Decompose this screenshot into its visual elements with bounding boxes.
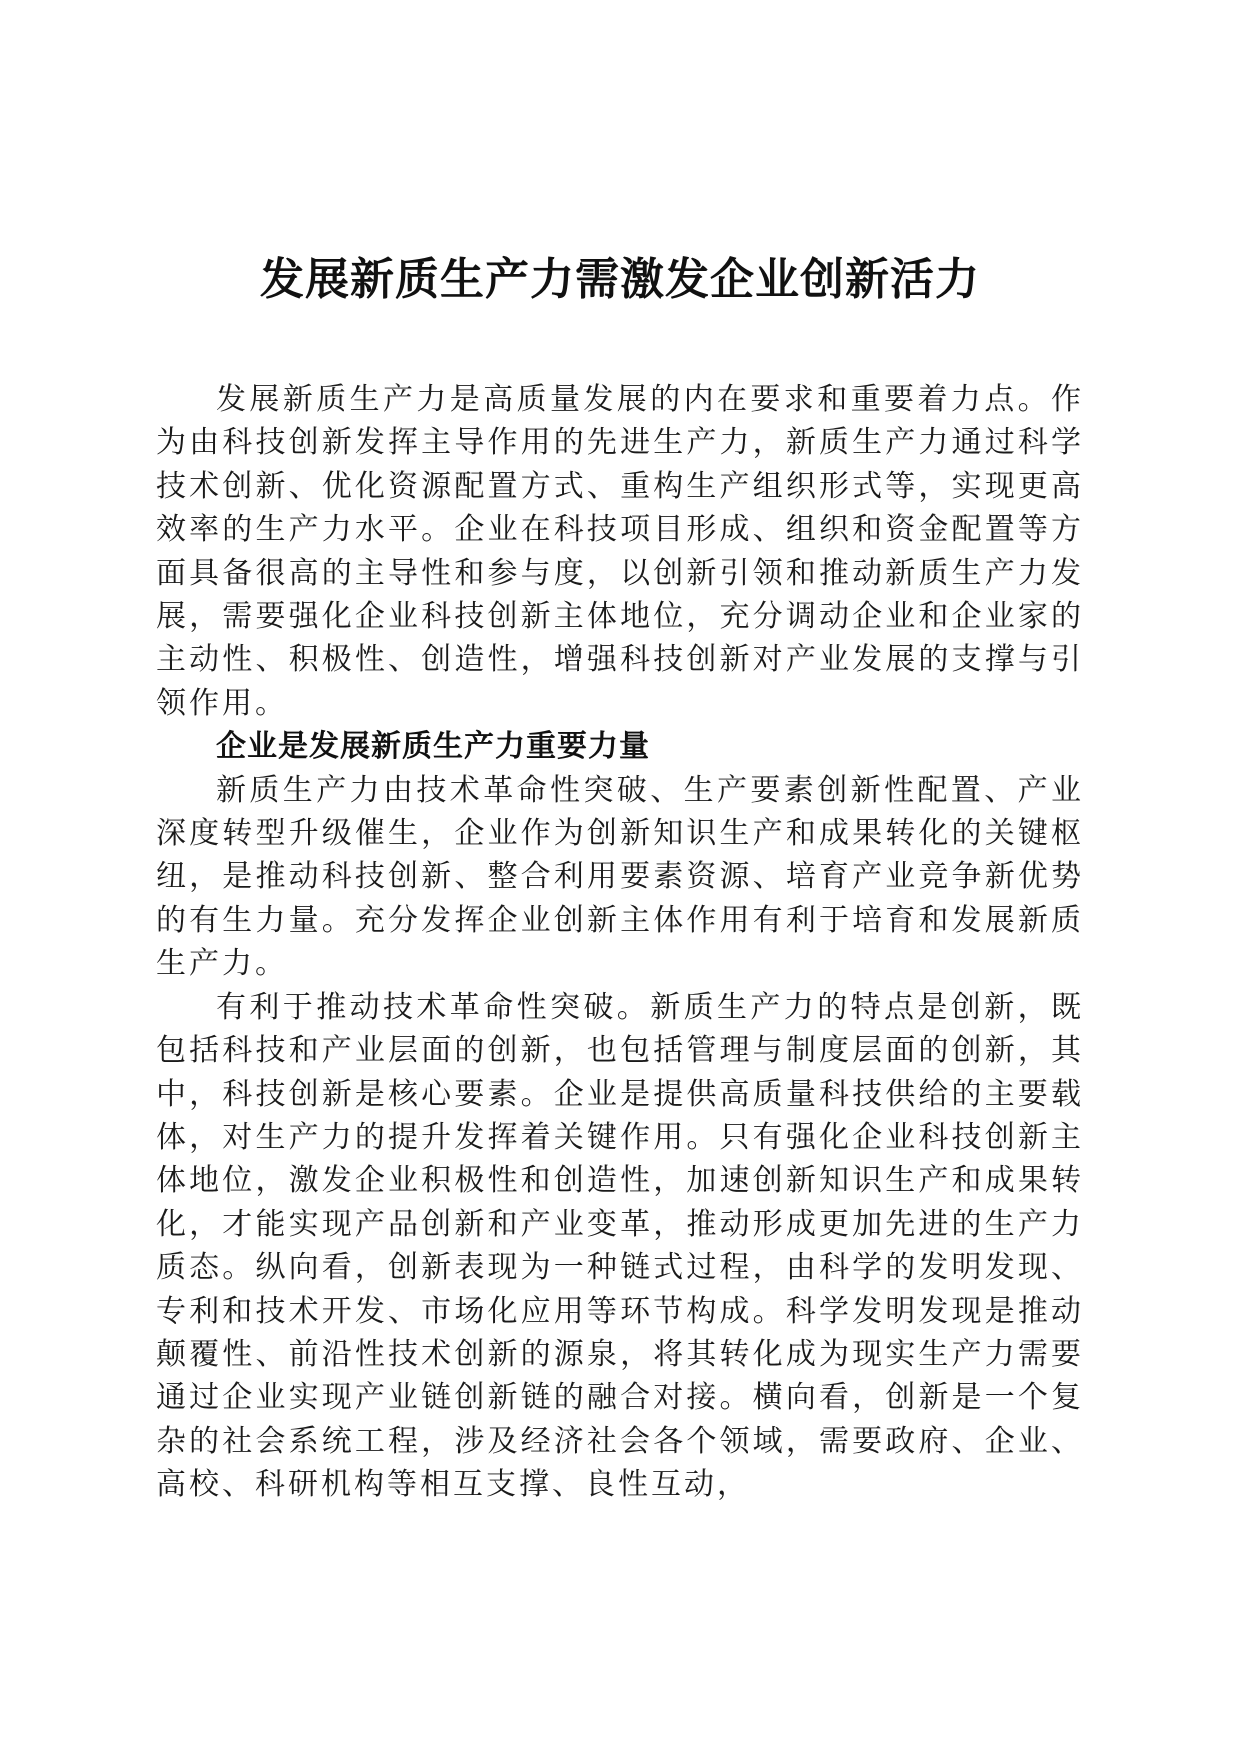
section-heading: 企业是发展新质生产力重要力量	[216, 729, 650, 765]
paragraph-intro: 发展新质生产力是高质量发展的内在要求和重要着力点。作为由科技创新发挥主导作用的先进生产力，新质生产力通过科学技术创新、优化资源配置方式、重构生产组织形式等，实现更高效率的生产力水平。企业在科技项目形成、组织和资金配置等方面具备很高的主导性和参与度，以创新引领和推动新质生产力发展，需要强化企业科技创新主体地位，充分调动企业和企业家的主动性、积极性、创造性，增强科技创新对产业发展的支撑与引领作用。	[156, 382, 1084, 721]
paragraph-section-2: 有利于推动技术革命性突破。新质生产力的特点是创新，既包括科技和产业层面的创新，也包括管理与制度层面的创新，其中，科技创新是核心要素。企业是提供高质量科技供给的主要载体，对生产力的提升发挥着关键作用。只有强化企业科技创新主体地位，激发企业积极性和创造性，加速创新知识生产和成果转化，才能实现产品创新和产业变革，推动形成更加先进的生产力质态。纵向看，创新表现为一种链式过程，由科学的发明发现、专利和技术开发、市场化应用等环节构成。科学发明发现是推动颠覆性、前沿性技术创新的源泉，将其转化成为现实生产力需要通过企业实现产业链创新链的融合对接。横向看，创新是一个复杂的社会系统工程，涉及经济社会各个领域，需要政府、企业、高校、科研机构等相互支撑、良性互动，	[156, 989, 1084, 1503]
paragraph-section-1: 新质生产力由技术革命性突破、生产要素创新性配置、产业深度转型升级催生，企业作为创新知识生产和成果转化的关键枢纽，是推动科技创新、整合利用要素资源、培育产业竞争新优势的有生力量。充分发挥企业创新主体作用有利于培育和发展新质生产力。	[156, 772, 1084, 982]
document-body	[156, 378, 1084, 1507]
document-title: 发展新质生产力需激发企业创新活力	[260, 254, 980, 305]
